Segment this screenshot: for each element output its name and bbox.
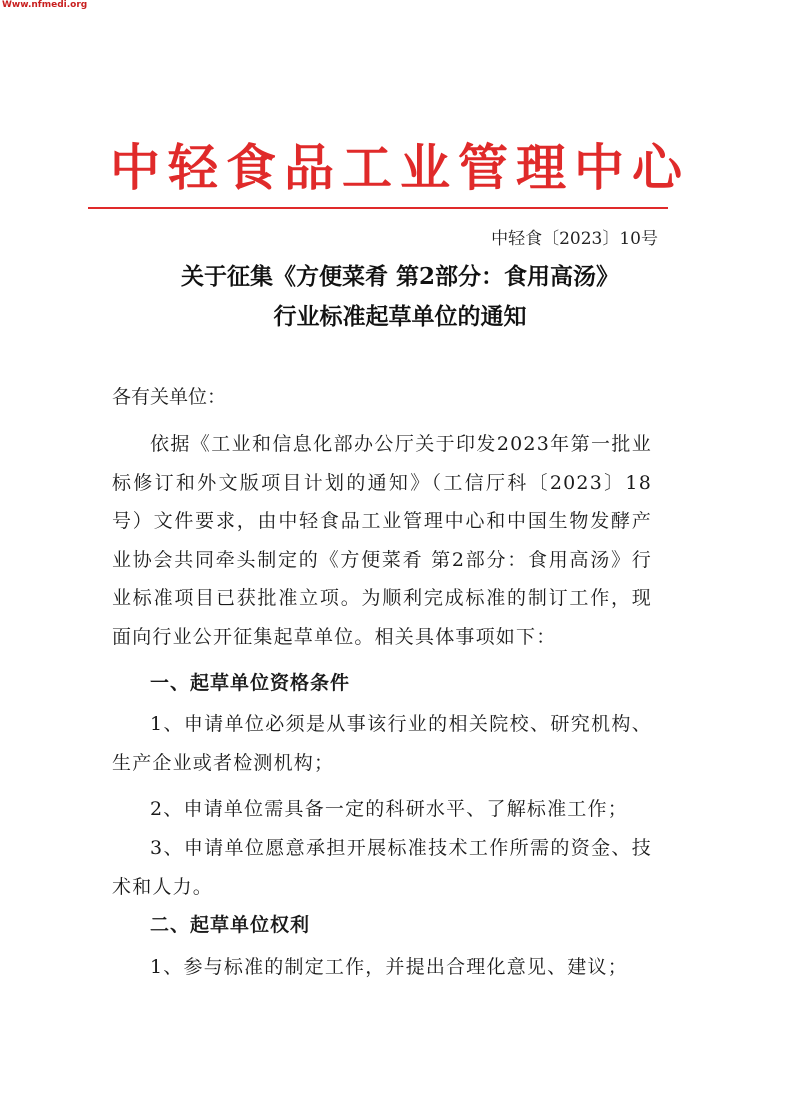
rights-item-1: 1、参与标准的制定工作，并提出合理化意见、建议； <box>150 956 628 978</box>
intro-paragraph: 依据《工业和信息化部办公厅关于印发2023年第一批业标修订和外文版项目计划的通知》（工信厅科〔2023〕18号）文件要求，由中轻食品工业管理中心和中国生物发酵产业协会共同牵头制定的《方便菜肴 第2部分：食用高汤》行业标准项目已获批准立项。为顺利完成标准的制订工作，现面向行业公开征集起草单位。相关具体事项如下： <box>112 433 652 648</box>
letterhead-divider <box>88 207 668 209</box>
qualification-item-1: 1、申请单位必须是从事该行业的相关院校、研究机构、生产企业或者检测机构； <box>112 713 652 774</box>
document-number: 中轻食〔2023〕10号 <box>491 229 658 249</box>
qualification-item-2: 2、申请单位需具备一定的科研水平、了解标准工作； <box>150 798 628 820</box>
qualification-item-3: 3、申请单位愿意承担开展标准技术工作所需的资金、技术和人力。 <box>112 837 652 898</box>
section-heading-rights: 二、起草单位权利 <box>150 914 311 936</box>
section-heading-qualifications: 一、起草单位资格条件 <box>150 672 351 694</box>
organization-letterhead: 中轻食品工业管理中心 <box>110 139 690 197</box>
notice-title-line2: 行业标准起草单位的通知 <box>273 303 527 330</box>
salutation: 各有关单位： <box>112 386 227 408</box>
watermark-text: Www.nfmedi.org <box>2 0 88 10</box>
notice-title-line1: 关于征集《方便菜肴 第2部分：食用高汤》 <box>180 263 619 290</box>
